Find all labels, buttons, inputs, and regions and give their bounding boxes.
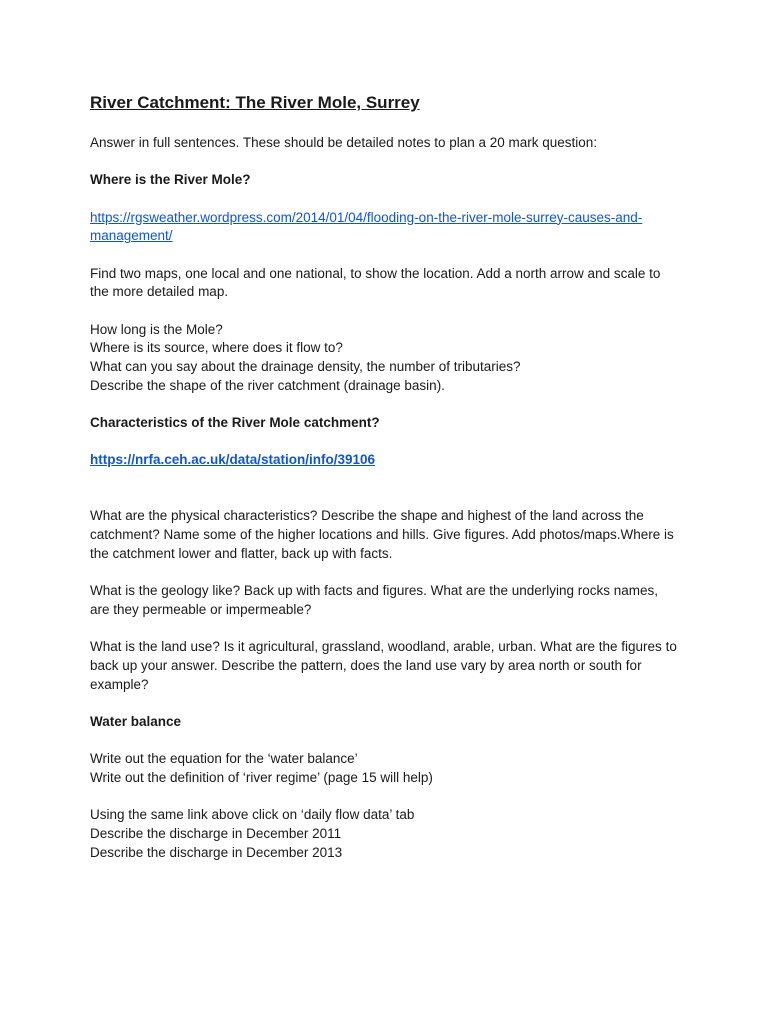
question-catchment-shape: Describe the shape of the river catchment (drainage basin). — [90, 377, 445, 393]
water-balance-tasks — [90, 750, 678, 787]
discharge-tasks — [90, 806, 678, 862]
land-use-question: What is the land use? Is it agricultural, grassland, woodland, arable, urban. What are the figures to back up your answer. Describe the pattern, does the land use vary by area north or south for example? — [90, 639, 677, 692]
section-heading-location: Where is the River Mole? — [90, 172, 251, 188]
maps-instruction: Find two maps, one local and one national, to show the location. Add a north arrow and scale to the more detailed map. — [90, 265, 661, 300]
task-discharge-2013: Describe the discharge in December 2013 — [90, 844, 343, 860]
question-length: How long is the Mole? — [90, 321, 223, 337]
section-heading-water-balance: Water balance — [90, 713, 182, 729]
location-questions — [90, 321, 678, 396]
nrfa-link-paragraph — [90, 451, 678, 470]
section-heading-characteristics: Characteristics of the River Mole catchment? — [90, 415, 380, 430]
rgsweather-link-paragraph — [90, 209, 678, 246]
question-source: Where is its source, where does it flow to? — [90, 340, 343, 356]
task-equation: Write out the equation for the ‘water balance’ — [90, 751, 358, 767]
document-title: River Catchment: The River Mole, Surrey — [90, 93, 420, 112]
nrfa-link[interactable]: https://nrfa.ceh.ac.uk/data/station/info/39106 — [90, 452, 376, 468]
intro-text: Answer in full sentences. These should be detailed notes to plan a 20 mark question: — [90, 135, 598, 150]
rgsweather-link[interactable]: https://rgsweather.wordpress.com/2014/01/04/flooding-on-the-river-mole-surrey-causes-and- management/ — [90, 209, 643, 244]
question-drainage-density: What can you say about the drainage density, the number of tributaries? — [90, 359, 521, 374]
physical-characteristics-question: What are the physical characteristics? Describe the shape and highest of the land across the catchment? Name some of the higher locations and hills. Give figures. Add photos/maps.Where is the catchment lower and flatter, back up with facts. — [90, 508, 674, 561]
geology-question: What is the geology like? Back up with facts and figures. What are the underlying rocks names, are they permeable or impermeable? — [90, 583, 659, 617]
task-discharge-2011: Describe the discharge in December 2011 — [90, 825, 342, 841]
task-river-regime: Write out the definition of ‘river regime’ (page 15 will help) — [90, 769, 433, 785]
task-daily-flow: Using the same link above click on ‘daily flow data’ tab — [90, 807, 415, 823]
